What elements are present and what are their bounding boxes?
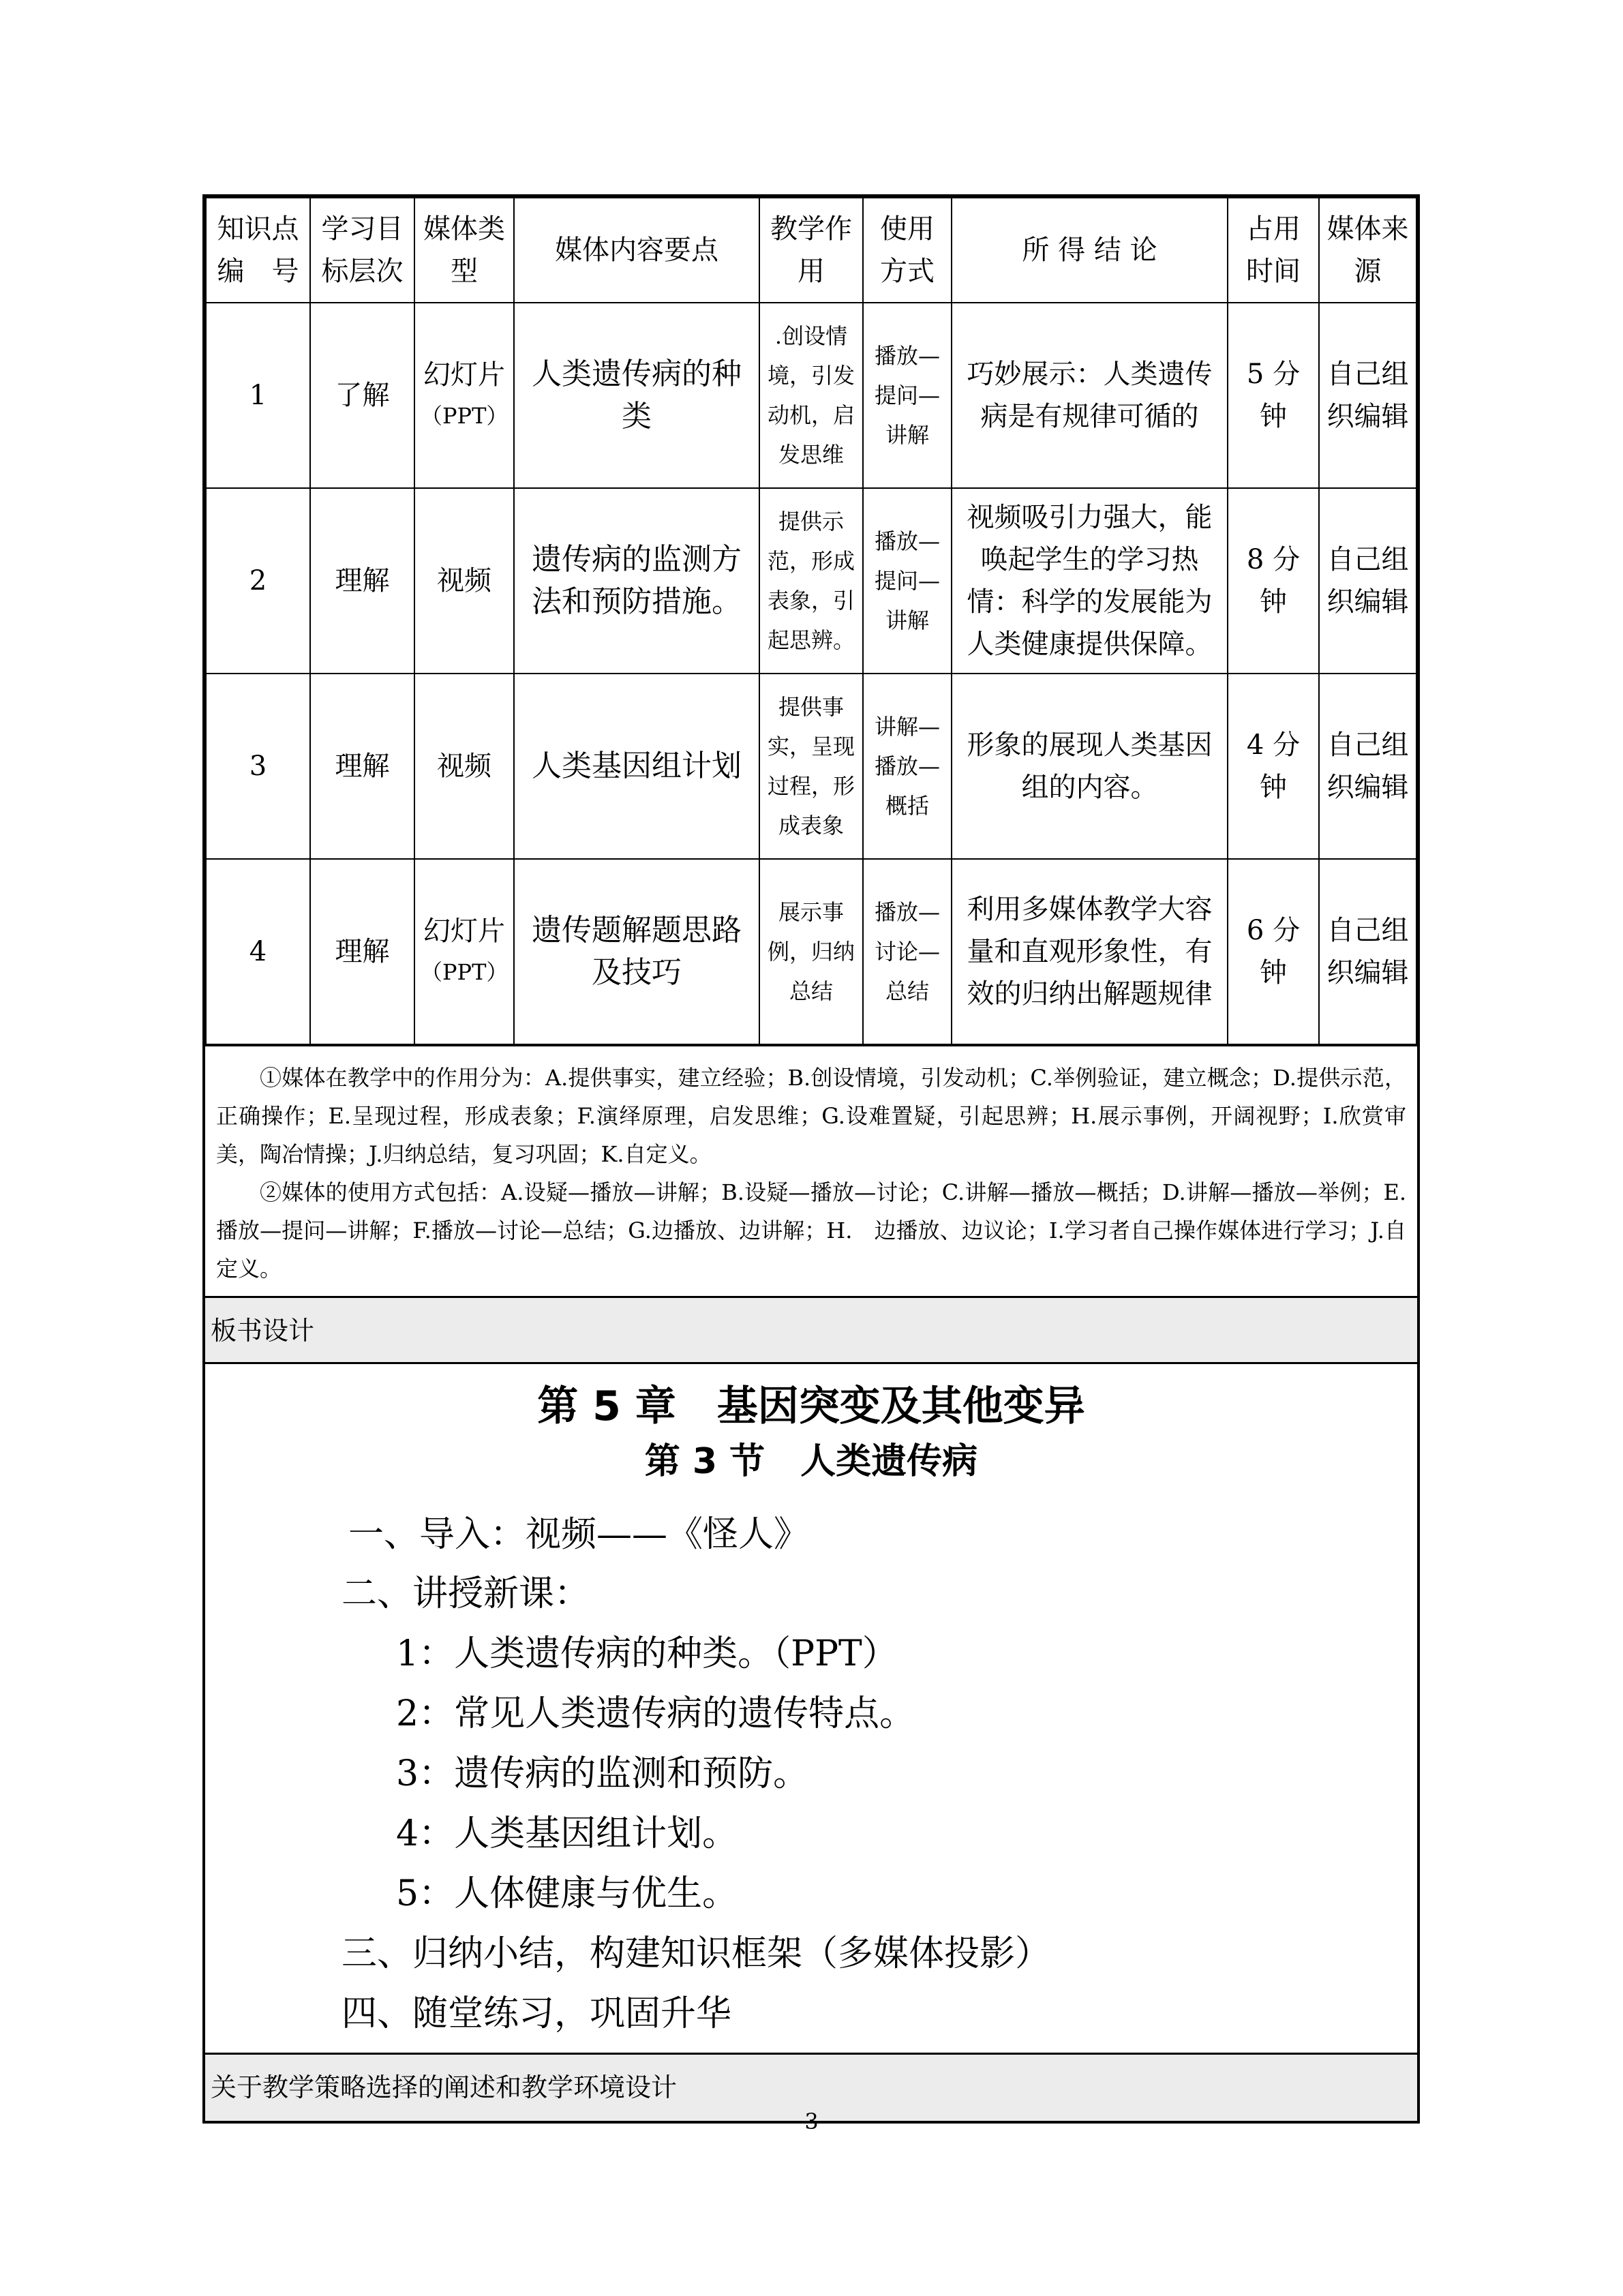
type-label: 视频 bbox=[437, 751, 491, 782]
header-conclusion: 所 得 结 论 bbox=[952, 198, 1228, 303]
cell-source: 自己组织编辑 bbox=[1319, 859, 1416, 1044]
table-row bbox=[206, 303, 1416, 488]
outline-item: 4：人类基因组计划。 bbox=[396, 1813, 738, 1854]
media-table bbox=[205, 197, 1417, 1045]
cell-role: 展示事例，归纳总结 bbox=[759, 859, 863, 1044]
cell-usage: 讲解—播放—概括 bbox=[863, 674, 952, 859]
cell-type bbox=[414, 859, 514, 1044]
header-media-content: 媒体内容要点 bbox=[514, 198, 759, 303]
type-sub-label: （PPT） bbox=[421, 959, 509, 985]
cell-source: 自己组织编辑 bbox=[1319, 488, 1416, 674]
cell-source: 自己组织编辑 bbox=[1319, 303, 1416, 488]
cell-content: 人类遗传病的种类 bbox=[514, 303, 759, 488]
page-number: 3 bbox=[804, 2109, 819, 2134]
outline-item: 1：人类遗传病的种类。（PPT） bbox=[396, 1633, 898, 1674]
type-label: 幻灯片 bbox=[423, 359, 505, 391]
cell-conclusion: 巧妙展示：人类遗传病是有规律可循的 bbox=[952, 303, 1228, 488]
cell-usage: 播放—提问—讲解 bbox=[863, 488, 952, 674]
cell-role: 提供事实，呈现过程，形成表象 bbox=[759, 674, 863, 859]
note-media-roles: ①媒体在教学中的作用分为：A.提供事实，建立经验；B.创设情境，引发动机；C.举例验证，建立概念；D.提供示范，正确操作；E.呈现过程，形成表象；F.演绎原理，启发思维；G.设难置疑，引起思辨；H.展示事例，开阔视野；I.欣赏审美，陶冶情操；J.归纳总结，复习巩固；K.自定义。 bbox=[216, 1065, 1406, 1167]
cell-time: 6 分钟 bbox=[1228, 859, 1319, 1044]
header-media-type: 媒体类型 bbox=[414, 198, 514, 303]
header-teaching-role: 教学作用 bbox=[759, 198, 863, 303]
lesson-plan-sheet bbox=[202, 194, 1420, 2124]
cell-time: 5 分钟 bbox=[1228, 303, 1319, 488]
header-source: 媒体来源 bbox=[1319, 198, 1416, 303]
table-row bbox=[206, 488, 1416, 674]
cell-type bbox=[414, 303, 514, 488]
header-usage-method: 使用方式 bbox=[863, 198, 952, 303]
cell-level: 理解 bbox=[310, 859, 414, 1044]
cell-number: 3 bbox=[206, 674, 310, 859]
note-usage-methods: ②媒体的使用方式包括：A.设疑—播放—讲解；B.设疑—播放—讨论；C.讲解—播放—概括；D.讲解—播放—举例；E.播放—提问—讲解；F.播放—讨论—总结；G.边播放、边讲解；H. 边播放、边议论；I.学习者自己操作媒体进行学习；J.自定义。 bbox=[216, 1179, 1406, 1282]
cell-level: 理解 bbox=[310, 488, 414, 674]
chapter-title: 第 5 章 基因突变及其他变异 bbox=[537, 1383, 1085, 1430]
cell-conclusion: 利用多媒体教学大容量和直观形象性，有效的归纳出解题规律 bbox=[952, 859, 1228, 1044]
cell-level: 了解 bbox=[310, 303, 414, 488]
cell-source: 自己组织编辑 bbox=[1319, 674, 1416, 859]
cell-role: 提供示范，形成表象，引起思辨。 bbox=[759, 488, 863, 674]
type-sub-label: （PPT） bbox=[421, 403, 509, 429]
cell-usage: 播放—讨论—总结 bbox=[863, 859, 952, 1044]
cell-type bbox=[414, 674, 514, 859]
cell-time: 4 分钟 bbox=[1228, 674, 1319, 859]
cell-number: 1 bbox=[206, 303, 310, 488]
header-time: 占用时间 bbox=[1228, 198, 1319, 303]
cell-usage: 播放—提问—讲解 bbox=[863, 303, 952, 488]
table-row bbox=[206, 674, 1416, 859]
outline-item: 三、归纳小结，构建知识框架（多媒体投影） bbox=[342, 1933, 1051, 1974]
cell-conclusion: 形象的展现人类基因组的内容。 bbox=[952, 674, 1228, 859]
table-row bbox=[206, 859, 1416, 1044]
type-label: 幻灯片 bbox=[423, 916, 505, 947]
cell-content: 遗传病的监测方法和预防措施。 bbox=[514, 488, 759, 674]
type-label: 视频 bbox=[437, 565, 491, 596]
outline-item: 四、随堂练习，巩固升华 bbox=[342, 1993, 732, 2034]
cell-type bbox=[414, 488, 514, 674]
section-title: 第 3 节 人类遗传病 bbox=[644, 1441, 978, 1482]
table-header-row bbox=[206, 198, 1416, 303]
board-design-area bbox=[205, 1364, 1417, 2053]
cell-conclusion: 视频吸引力强大，能唤起学生的学习热情：科学的发展能为人类健康提供保障。 bbox=[952, 488, 1228, 674]
cell-content: 遗传题解题思路及技巧 bbox=[514, 859, 759, 1044]
outline-item: 5：人体健康与优生。 bbox=[396, 1873, 738, 1914]
outline-item: 一、导入：视频——《怪人》 bbox=[348, 1514, 810, 1555]
strategy-heading: 关于教学策略选择的阐述和教学环境设计 bbox=[205, 2053, 1417, 2121]
board-design-heading: 板书设计 bbox=[205, 1296, 1417, 1364]
media-notes bbox=[205, 1045, 1417, 1296]
header-knowledge-number: 知识点编 号 bbox=[206, 198, 310, 303]
header-learning-level: 学习目标层次 bbox=[310, 198, 414, 303]
cell-number: 2 bbox=[206, 488, 310, 674]
cell-level: 理解 bbox=[310, 674, 414, 859]
cell-role: .创设情境，引发动机，启发思维 bbox=[759, 303, 863, 488]
cell-time: 8 分钟 bbox=[1228, 488, 1319, 674]
cell-number: 4 bbox=[206, 859, 310, 1044]
outline-item: 2：常见人类遗传病的遗传特点。 bbox=[396, 1693, 915, 1734]
cell-content: 人类基因组计划 bbox=[514, 674, 759, 859]
outline-item: 二、讲授新课： bbox=[342, 1573, 590, 1614]
outline-item: 3：遗传病的监测和预防。 bbox=[396, 1753, 809, 1794]
